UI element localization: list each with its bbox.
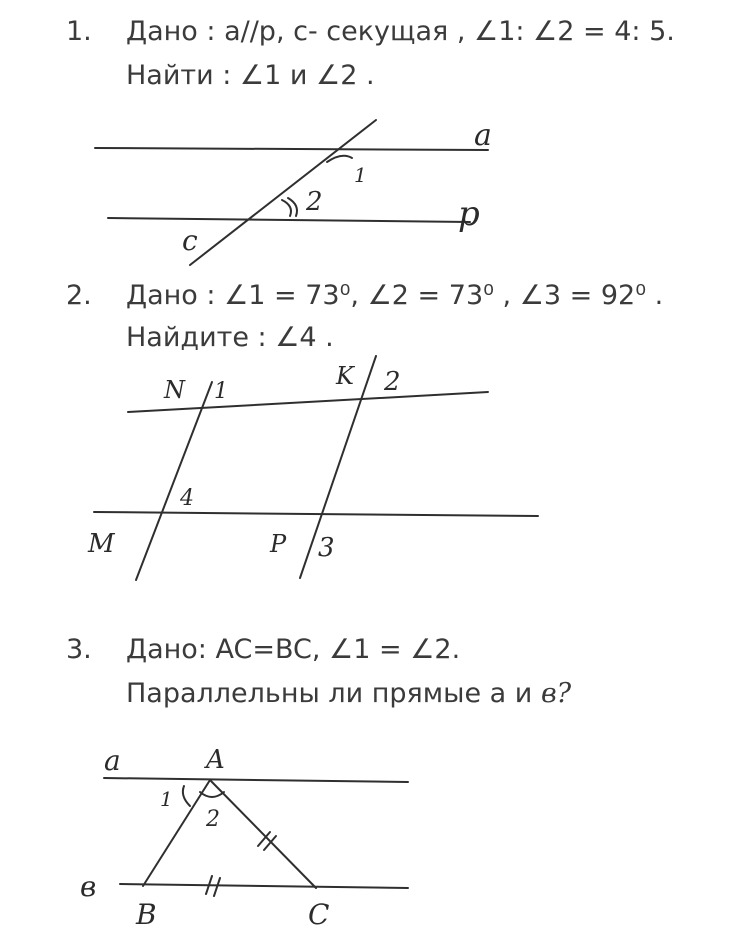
fig3-label-C: C [308, 898, 330, 931]
problem-3-question-text: Параллельны ли прямые a и [126, 678, 533, 709]
fig2-label-M: M [88, 529, 115, 559]
problem-3-given: Дано: AC=BC, ∠1 = ∠2. [126, 634, 461, 665]
fig1-label-a: a [474, 118, 492, 153]
figure-3 [80, 744, 408, 931]
figure-2 [87, 356, 538, 580]
fig1-secant-c [190, 120, 376, 265]
problem-2-find: Найдите : ∠4 . [126, 322, 334, 353]
fig1-angle1-arc [327, 156, 352, 162]
fig3-line-b [120, 884, 408, 888]
fig3-label-A: A [206, 745, 225, 775]
fig3-side-AC [210, 780, 316, 888]
fig3-label-angle2: 2 [206, 807, 220, 832]
fig3-label-b: в [80, 870, 97, 903]
problem-2-number: 2. [66, 280, 92, 311]
problem-1-find: Найти : ∠1 и ∠2 . [126, 60, 375, 91]
fig1-label-angle1: 1 [354, 163, 367, 187]
fig1-label-angle2: 2 [306, 187, 323, 217]
fig3-tick-bc-2 [214, 878, 220, 896]
fig2-label-angle1: 1 [214, 379, 228, 404]
fig3-label-angle1: 1 [160, 787, 173, 811]
fig1-line-a [95, 148, 488, 150]
fig2-label-angle4: 4 [180, 486, 194, 511]
fig2-label-P: P [270, 530, 287, 558]
problem-1-number: 1. [66, 16, 92, 47]
figure-1 [95, 118, 492, 265]
fig3-angle1-arc [183, 786, 190, 806]
problem-1-given: Дано : a//p, c- секущая , ∠1: ∠2 = 4: 5. [126, 16, 675, 47]
fig1-angle2-arc [282, 200, 291, 216]
fig2-label-angle2: 2 [384, 367, 401, 397]
problem-3-question-mark: в? [540, 678, 572, 709]
problem-3-number: 3. [66, 634, 92, 665]
fig3-label-B: B [136, 898, 157, 931]
fig2-label-N: N [164, 376, 185, 404]
fig2-label-angle3: 3 [318, 533, 335, 563]
fig3-label-a: a [104, 744, 121, 777]
problem-2-given: Дано : ∠1 = 73⁰, ∠2 = 73⁰ , ∠3 = 92⁰ . [126, 280, 664, 311]
fig3-line-a [104, 778, 408, 782]
fig3-side-AB [143, 780, 210, 886]
fig1-label-c: c [182, 224, 198, 257]
fig1-line-p [108, 218, 470, 222]
fig1-label-p: p [458, 194, 480, 234]
fig2-label-K: K [336, 362, 354, 390]
fig3-angle2-arc [200, 792, 224, 797]
